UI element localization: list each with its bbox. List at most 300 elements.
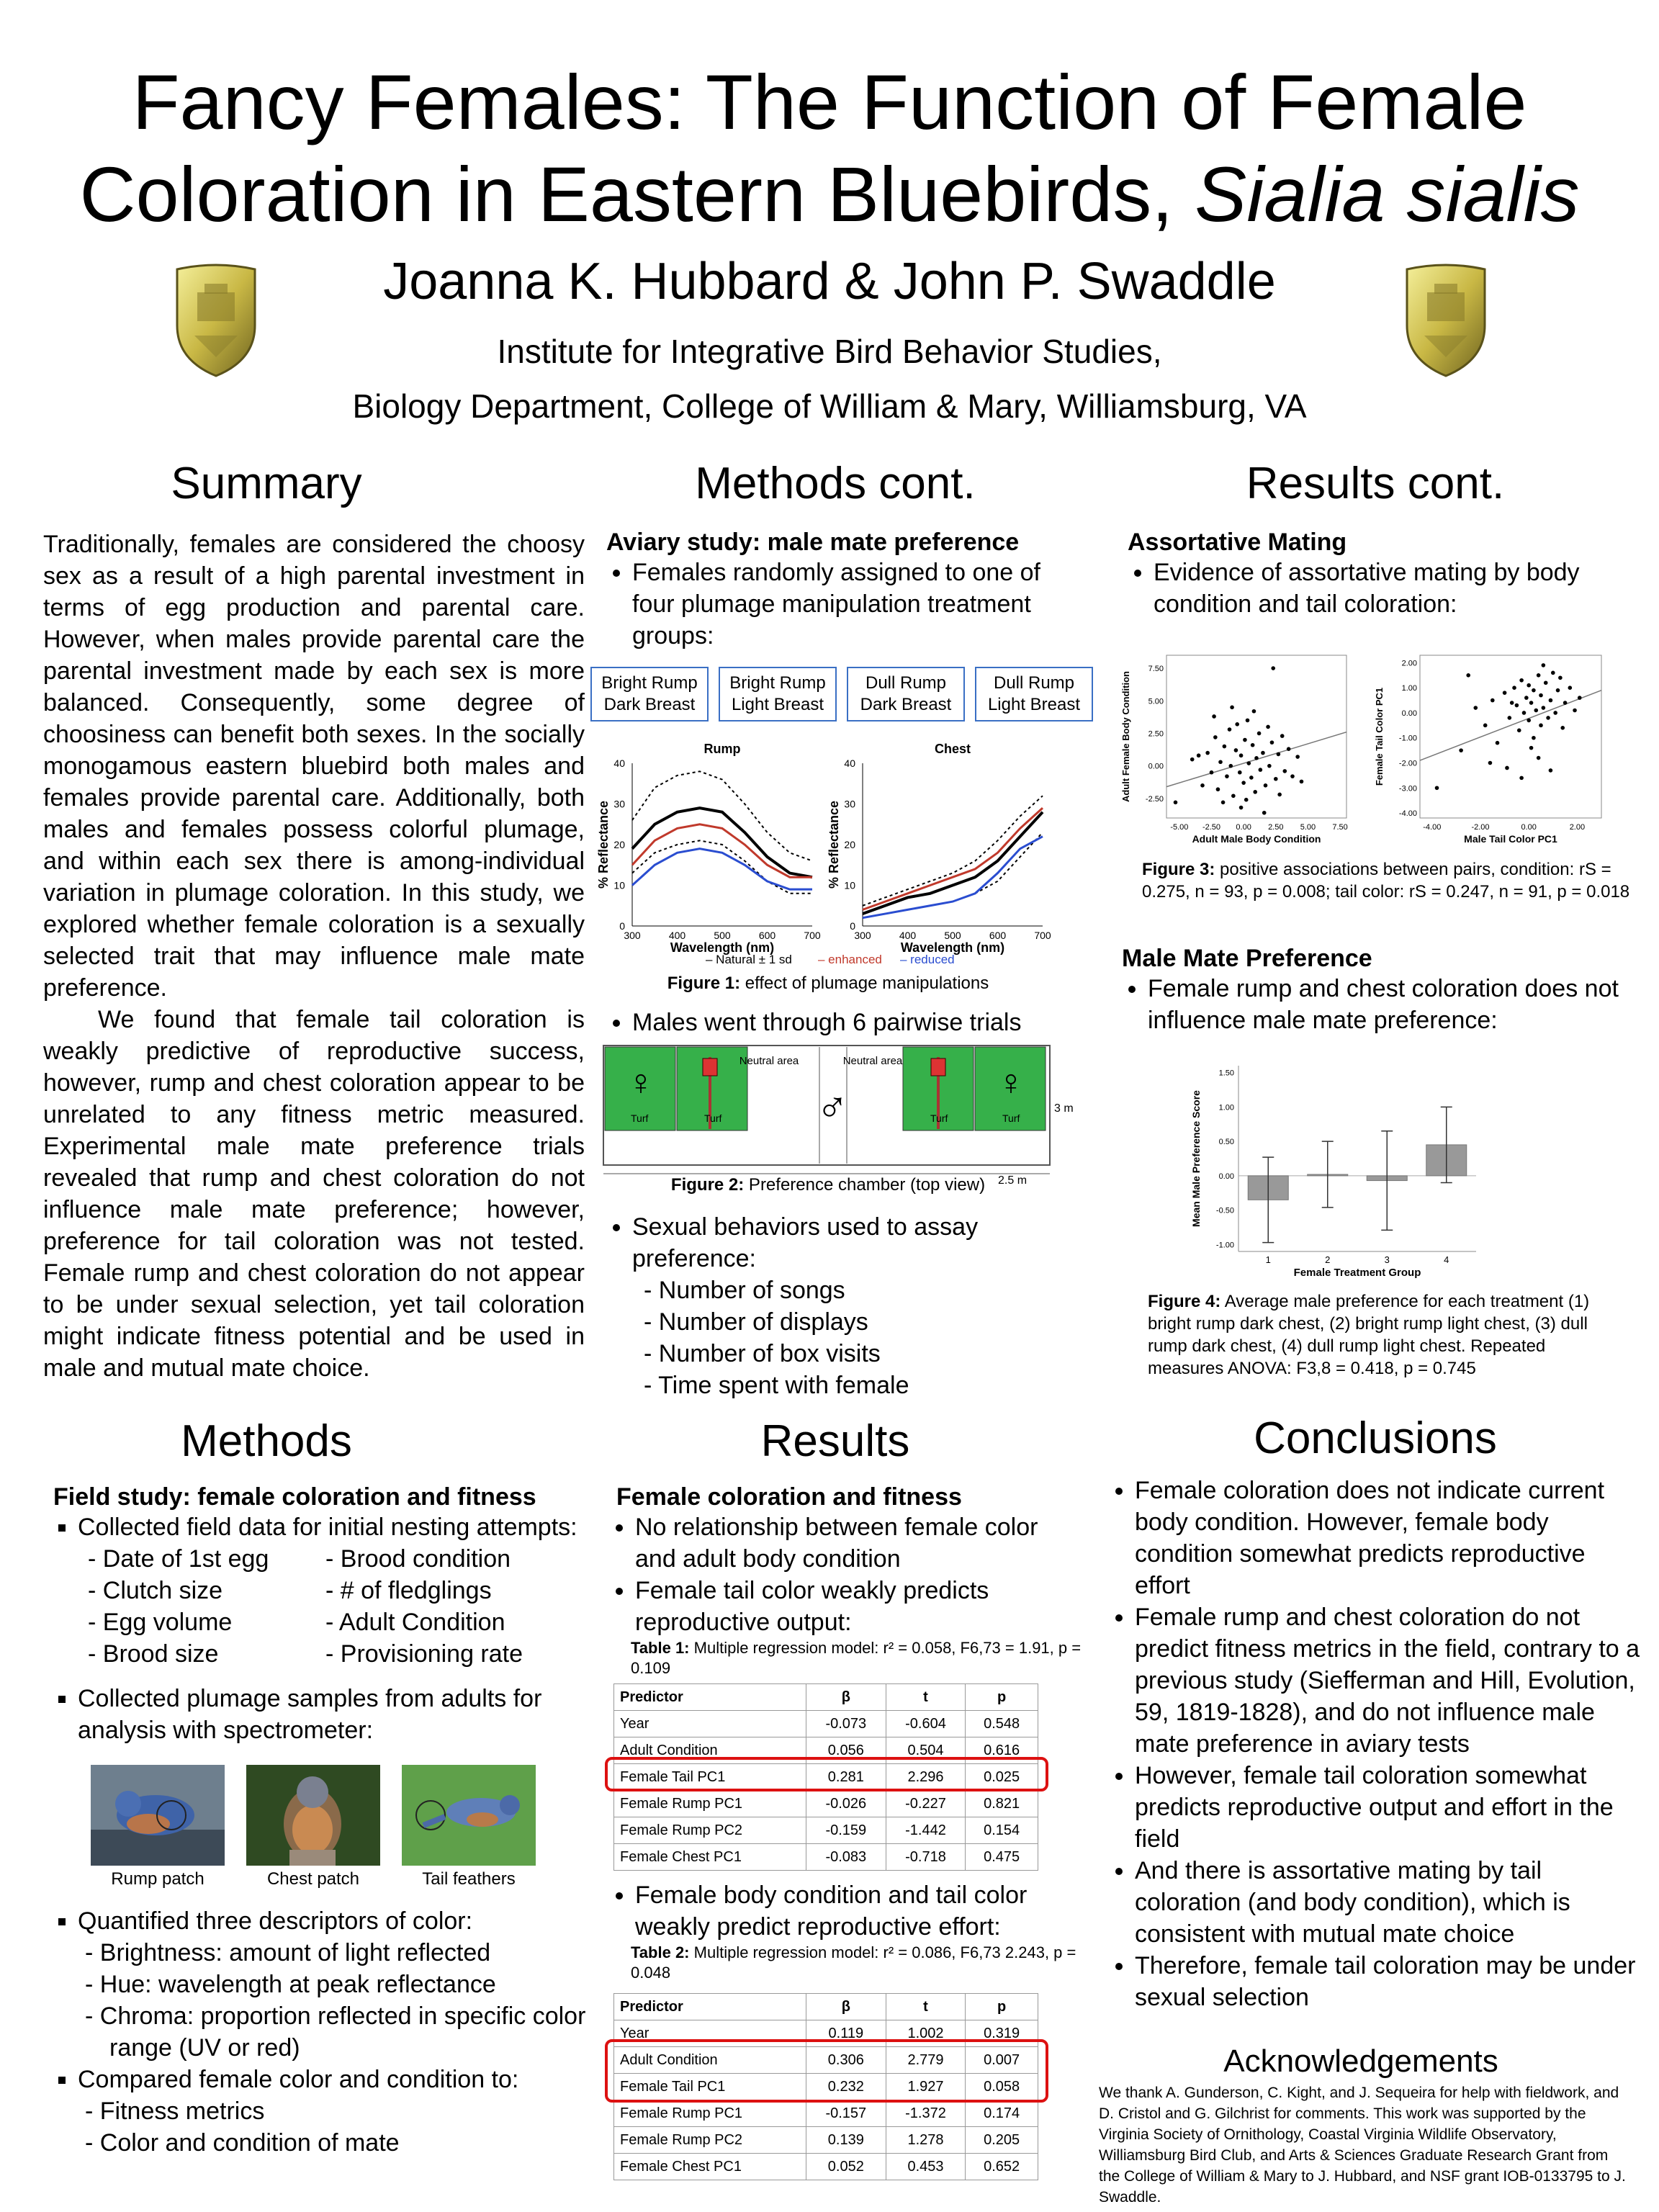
title-line-2: Coloration in Eastern Bluebirds, Sialia sialis <box>79 150 1580 238</box>
scatter-point <box>1295 755 1300 759</box>
figure-4-caption: Figure 4: Average male preference for each treatment (1) bright rump dark chest, (2) bright rump light chest, (3) dull rump dark chest, (4) dull rump light chest. Repeated measures ANOVA: F3,8 = 0.418, p = 0.745 <box>1148 1292 1590 1378</box>
scatter-point <box>1282 769 1287 773</box>
y-tick-label: 30 <box>844 798 855 810</box>
scatter-point <box>1553 711 1557 715</box>
institution-line-1: Institute for Integrative Bird Behavior Studies, <box>497 333 1162 370</box>
scatter-point <box>1466 673 1470 678</box>
scatter-point <box>1542 706 1546 710</box>
methods-bullet-compare: ▪ Compared female color and condition to: <box>78 2064 586 2095</box>
methods-cont-heading: Methods cont. <box>695 459 976 508</box>
scatter-point <box>1262 811 1267 815</box>
scatter-point <box>1539 693 1543 698</box>
scatter-point <box>1459 748 1463 752</box>
spectrum-line-enhanced <box>863 808 1043 909</box>
behavior-list <box>606 1274 1067 1401</box>
scatter-point <box>1267 764 1272 768</box>
assortative-subheading: Assortative Mating <box>1128 529 1347 556</box>
y-tick-label: 30 <box>613 798 625 810</box>
scatter-point <box>1270 740 1274 745</box>
conclusion-item: • Female rump and chest coloration do not predict fitness metrics in the field, contrary to a previous study (Siefferman and Hill, Evolution, 59, 1819-1828), and do not influence male mate preference in aviary tests <box>1135 1601 1646 1760</box>
poster-title <box>0 56 1659 240</box>
scatter-point <box>1510 701 1514 705</box>
y-tick-label: -2.50 <box>1145 794 1164 804</box>
scatter-point <box>1578 696 1582 700</box>
scatter-point <box>1517 729 1521 733</box>
list-item: - Egg volume <box>88 1609 233 1636</box>
x-tick-label: 2.00 <box>1569 823 1586 832</box>
y-tick-label: -2.00 <box>1398 759 1417 768</box>
photo-rump <box>91 1765 225 1889</box>
scatter-point <box>1529 701 1534 705</box>
value-cell: 0.306 <box>806 2047 886 2074</box>
x-tick-label: 600 <box>758 930 776 941</box>
scatter-point <box>1243 738 1247 742</box>
value-cell: -0.026 <box>806 1791 886 1817</box>
photo-label-tail: Tail feathers <box>422 1869 516 1889</box>
photo-chest <box>246 1765 380 1889</box>
institution-line-2: Biology Department, College of William & Mary, Williamsburg, VA <box>352 387 1307 425</box>
scatter-point <box>1257 732 1262 736</box>
value-cell: 0.616 <box>966 1737 1038 1764</box>
x-tick-label: 300 <box>624 930 641 941</box>
summary-paragraph-1: Traditionally, females are considered the choosy sex as a result of a high parental investment in terms of egg production and parental care. However, when males provide parental care the parental investment made by each sex is more balanced. Consequently, some degree of choosiness can benefit both sexes. In the socially monogamous eastern bluebird both males and females provide parental care. Additionally, both males and females possess colorful plumage, and within each sex there is among-individual variation in plumage coloration. In this study, we explored whether female coloration is a sexually selected trait that may influence male mate preference. <box>43 531 585 1002</box>
scatter-point <box>1264 783 1268 788</box>
x-axis-label: Wavelength (nm) <box>670 940 775 955</box>
col-header: β <box>806 1684 886 1711</box>
chamber-width-label: 2.5 m <box>998 1174 1028 1187</box>
x-tick-label: -2.50 <box>1202 823 1221 832</box>
x-tick-label: -5.00 <box>1170 823 1189 832</box>
list-item: - Provisioning rate <box>325 1640 523 1668</box>
scatter-point <box>1212 714 1216 719</box>
scatter-point <box>1519 678 1524 683</box>
scatter-point <box>1266 725 1270 729</box>
table-row <box>614 1817 1038 1844</box>
aviary-bullet-trials: • Males went through 6 pairwise trials <box>632 1007 1093 1038</box>
value-cell: 0.058 <box>966 2074 1038 2100</box>
scatter-point <box>1249 775 1254 780</box>
treatment-group-box: Dull Rump Light Breast <box>975 667 1093 721</box>
x-tick-label: 5.00 <box>1300 823 1316 832</box>
list-item: - Clutch size <box>88 1577 223 1604</box>
y-tick-label: 0 <box>619 920 625 932</box>
y-tick-label: -1.00 <box>1398 734 1417 743</box>
methods-heading: Methods <box>181 1416 352 1466</box>
value-cell: -1.442 <box>886 1817 966 1844</box>
scatter-point <box>1205 751 1210 755</box>
y-tick-label: -4.00 <box>1398 809 1417 819</box>
x-tick-label: 2 <box>1325 1254 1331 1265</box>
scatter-point <box>1254 756 1259 760</box>
spectrum-line-sd-bound <box>632 840 812 893</box>
list-item: - Number of songs <box>644 1277 845 1304</box>
scatter-point <box>1225 774 1229 778</box>
treatment-group-box: Dull Rump Dark Breast <box>847 667 965 721</box>
value-cell: 0.652 <box>966 2154 1038 2180</box>
scatter-point <box>1558 675 1563 680</box>
conclusion-item: • However, female tail coloration somewhat predicts reproductive output and effort in the field <box>1135 1760 1646 1855</box>
scatter-point <box>1221 801 1226 805</box>
male-preference-subheading: Male Mate Preference <box>1122 945 1372 972</box>
list-item: - Number of box visits <box>644 1340 881 1367</box>
compare-list <box>53 2095 586 2159</box>
scatter-point <box>1246 761 1251 765</box>
results-bullet-3: • Female body condition and tail color weakly predict reproductive effort: <box>635 1879 1084 1943</box>
value-cell: 2.296 <box>886 1764 966 1791</box>
figure-2-preference-chamber <box>602 1043 1077 1187</box>
scatter-point <box>1527 719 1531 723</box>
list-item: - Fitness metrics <box>85 2098 265 2125</box>
turf-label: Turf <box>704 1112 722 1124</box>
value-cell: 0.154 <box>966 1817 1038 1844</box>
results-heading: Results <box>760 1416 910 1466</box>
male-symbol: ♂ <box>816 1083 849 1131</box>
list-item: - Brood condition <box>325 1545 511 1573</box>
aviary-bullet-behaviors: • Sexual behaviors used to assay preference: <box>632 1211 1067 1274</box>
x-axis-label: Adult Male Body Condition <box>1192 833 1321 845</box>
spectrum-line-sd-bound <box>632 808 812 877</box>
x-axis-label: Male Tail Color PC1 <box>1464 833 1557 845</box>
x-axis-label: Wavelength (nm) <box>900 940 1005 955</box>
x-axis-label: Female Treatment Group <box>1293 1267 1421 1279</box>
scatter-point <box>1300 780 1304 784</box>
methods-subheading: Field study: female coloration and fitness <box>53 1483 536 1511</box>
scatter-point <box>1473 706 1478 710</box>
title-line-1: Fancy Females: The Function of Female <box>132 58 1527 145</box>
conclusions-heading: Conclusions <box>1254 1413 1497 1463</box>
scatter-point <box>1522 711 1527 715</box>
value-cell: 0.052 <box>806 2154 886 2180</box>
bluebird-tail-photo <box>402 1765 536 1866</box>
table-2-caption: Table 2: Multiple regression model: r² = 0.086, F6,73 2.243, p = 0.048 <box>631 1943 1076 1982</box>
table-row <box>614 2100 1038 2127</box>
value-cell: 1.278 <box>886 2127 966 2154</box>
list-item: - Color and condition of mate <box>85 2129 400 2157</box>
male-preference-section <box>1122 945 1626 1036</box>
predictor-cell: Adult Condition <box>614 2047 806 2074</box>
aviary-subheading: Aviary study: male mate preference <box>606 529 1020 556</box>
col-header: β <box>806 1994 886 2020</box>
spectrum-line-naturalsd <box>632 771 812 860</box>
x-tick-label: 600 <box>989 930 1007 941</box>
x-tick-label: 700 <box>804 930 821 941</box>
scatter-point <box>1534 709 1538 713</box>
scatter-point <box>1435 786 1439 790</box>
y-tick-label: -0.50 <box>1215 1206 1234 1215</box>
female-symbol-left: ♀ <box>627 1062 655 1102</box>
methods-bullet-plumage: ▪ Collected plumage samples from adults for analysis with spectrometer: <box>78 1683 586 1746</box>
scatter-point <box>1573 709 1577 713</box>
conclusion-item: • Female coloration does not indicate current body condition. However, female body condition somewhat predicts reproductive effort <box>1135 1475 1646 1601</box>
value-cell: 0.281 <box>806 1764 886 1791</box>
y-tick-label: 1.50 <box>1218 1069 1234 1078</box>
table-row <box>614 2127 1038 2154</box>
y-tick-label: 20 <box>844 839 855 850</box>
list-item: - # of fledglings <box>325 1577 492 1604</box>
methods-body <box>53 1483 586 2159</box>
x-tick-label: 4 <box>1444 1254 1449 1265</box>
scatter-point <box>1259 768 1263 772</box>
y-tick-label: 40 <box>613 757 625 769</box>
scatter-point <box>1210 770 1214 775</box>
y-tick-label: 0 <box>850 920 855 932</box>
value-cell: 1.927 <box>886 2074 966 2100</box>
value-cell: -1.372 <box>886 2100 966 2127</box>
table-1-highlight <box>605 1757 1048 1791</box>
table-row <box>614 2154 1038 2180</box>
scatter-point <box>1532 688 1536 693</box>
scatter-point <box>1508 716 1512 720</box>
list-item: - Brood size <box>88 1640 219 1668</box>
scatter-point <box>1527 683 1531 688</box>
scatter-point <box>1505 766 1509 770</box>
table-row <box>614 1844 1038 1871</box>
treatment-groups <box>590 667 1093 721</box>
y-tick-label: 10 <box>844 879 855 891</box>
scatter-point <box>1287 747 1291 751</box>
scatter-point <box>1551 671 1555 675</box>
results-body <box>616 1483 1084 1678</box>
list-item: - Number of displays <box>644 1308 868 1336</box>
scatter-point <box>1556 688 1560 693</box>
list-item: - Time spent with female <box>644 1372 909 1399</box>
scatter-point <box>1235 722 1239 727</box>
results-cont-heading: Results cont. <box>1246 459 1505 508</box>
predictor-cell: Female Tail PC1 <box>614 2074 806 2100</box>
y-tick-label: 0.50 <box>1218 1138 1234 1147</box>
scatter-point <box>1280 734 1285 738</box>
value-cell: 0.025 <box>966 1764 1038 1791</box>
list-item: - Chroma: proportion reflected in specific color range (UV or red) <box>85 2002 586 2062</box>
x-tick-label: 300 <box>854 930 871 941</box>
scatter-point <box>1277 793 1282 797</box>
scatter-point <box>1496 741 1500 745</box>
value-cell: 0.232 <box>806 2074 886 2100</box>
assortative-bullet: • Evidence of assortative mating by body condition and tail coloration: <box>1154 557 1624 620</box>
male-preference-bullet: • Female rump and chest coloration does not influence male mate preference: <box>1148 973 1626 1036</box>
legend-natural: – Natural ± 1 sd <box>706 953 792 966</box>
scatter-point <box>1563 701 1568 705</box>
treatment-group-box: Bright Rump Dark Breast <box>590 667 709 721</box>
photo-tail <box>402 1765 536 1889</box>
scatter-point <box>1174 801 1178 805</box>
field-data-list-right <box>325 1543 523 1670</box>
aviary-bullet-groups: • Females randomly assigned to one of four plumage manipulation treatment groups: <box>632 557 1067 652</box>
x-tick-label: 0.00 <box>1521 823 1537 832</box>
scatter-point <box>1246 719 1250 723</box>
chamber-height-label: 3 m <box>1054 1102 1074 1115</box>
neutral-area-label: Neutral area <box>842 1055 903 1067</box>
value-cell: -0.227 <box>886 1791 966 1817</box>
results-subheading: Female coloration and fitness <box>616 1483 962 1511</box>
x-tick-label: 500 <box>714 930 731 941</box>
x-tick-label: 1 <box>1265 1254 1271 1265</box>
scatter-point <box>1546 716 1550 720</box>
value-cell: 0.504 <box>886 1737 966 1764</box>
figure-1-reflectance-spectra <box>589 739 1064 969</box>
results-bullet-1: • No relationship between female color and adult body condition <box>635 1511 1084 1575</box>
scatter-point <box>1200 783 1205 788</box>
plot-frame <box>1166 655 1346 818</box>
value-cell: 0.205 <box>966 2127 1038 2154</box>
authors: Joanna K. Hubbard & John P. Swaddle <box>383 253 1276 310</box>
col-header: Predictor <box>614 1684 806 1711</box>
panel-title: Rump <box>703 742 741 756</box>
scatter-point <box>1549 698 1553 703</box>
table-1-caption: Table 1: Multiple regression model: r² = 0.058, F6,73 = 1.91, p = 0.109 <box>631 1639 1082 1677</box>
y-tick-label: 0.00 <box>1148 762 1164 771</box>
x-tick-label: 0.00 <box>1236 823 1251 832</box>
spectrum-line-naturalsd <box>863 796 1043 906</box>
scatter-point <box>1228 764 1233 768</box>
list-item: - Adult Condition <box>325 1609 505 1636</box>
table-row <box>614 1791 1038 1817</box>
scatter-point <box>1234 748 1238 752</box>
predictor-cell: Female Rump PC2 <box>614 1817 806 1844</box>
value-cell: 0.056 <box>806 1737 886 1764</box>
x-tick-label: 500 <box>944 930 961 941</box>
x-tick-label: 3 <box>1384 1254 1390 1265</box>
scatter-point <box>1544 680 1548 685</box>
value-cell: 0.119 <box>806 2020 886 2047</box>
figure-4-preference-bars <box>1188 1048 1505 1287</box>
results-bullet-2: • Female tail color weakly predicts reproductive output: <box>635 1575 1084 1638</box>
panel-title: Chest <box>934 742 971 756</box>
value-cell: 0.007 <box>966 2047 1038 2074</box>
y-tick-label: 2.00 <box>1401 659 1417 668</box>
value-cell: 0.548 <box>966 1711 1038 1737</box>
legend-enhanced: – enhanced <box>818 953 882 966</box>
scatter-point <box>1213 735 1218 739</box>
y-axis-label: Mean Male Preference Score <box>1190 1090 1202 1227</box>
predictor-cell: Female Rump PC1 <box>614 1791 806 1817</box>
x-tick-label: 400 <box>899 930 917 941</box>
value-cell: 0.821 <box>966 1791 1038 1817</box>
value-cell: -0.073 <box>806 1711 886 1737</box>
summary-text <box>43 529 585 1384</box>
x-tick-label: 700 <box>1034 930 1051 941</box>
scatter-point <box>1537 756 1541 760</box>
value-cell: -0.718 <box>886 1844 966 1871</box>
y-tick-label: 10 <box>613 879 625 891</box>
scatter-point <box>1230 706 1234 710</box>
y-tick-label: 1.00 <box>1218 1103 1234 1112</box>
methods-bullet-field-data: ▪ Collected field data for initial nesting attempts: <box>78 1511 586 1543</box>
scatter-point <box>1241 781 1246 785</box>
y-axis-label: % Reflectance <box>596 800 611 889</box>
predictor-cell: Female Rump PC2 <box>614 2127 806 2154</box>
scatter-point <box>1253 790 1257 794</box>
value-cell: 0.139 <box>806 2127 886 2154</box>
scatter-point <box>1197 753 1201 757</box>
value-cell: 0.453 <box>886 2154 966 2180</box>
scatter-point <box>1537 673 1541 678</box>
scatter-point <box>1218 760 1223 764</box>
turf-label: Turf <box>1002 1112 1020 1124</box>
photo-label-rump: Rump patch <box>111 1869 204 1889</box>
scatter-point <box>1491 698 1495 703</box>
value-cell: -0.604 <box>886 1711 966 1737</box>
methods-bullet-descriptors: ▪ Quantified three descriptors of color: <box>78 1905 586 1937</box>
behaviors-section <box>606 1211 1067 1401</box>
scatter-point <box>1251 743 1255 747</box>
value-cell: 0.319 <box>966 2020 1038 2047</box>
scatter-point <box>1519 776 1524 781</box>
scatter-point <box>1216 787 1220 791</box>
scatter-point <box>1568 685 1573 690</box>
value-cell: 0.475 <box>966 1844 1038 1871</box>
acknowledgements-heading: Acknowledgements <box>1223 2044 1498 2079</box>
acknowledgements-text: We thank A. Gunderson, C. Kight, and J. Sequeira for help with fieldwork, and D. Cristol and G. Gilchrist for comments. This work was supported by the Virginia Society of Ornithology, Coastal Virginia Wildlife Observatory, Williamsburg Bird Club, and Arts & Sciences Graduate Research Grant from the College of William & Mary to J. Hubbard, and NSF grant IOB-0133795 to J. Swaddle. <box>1099 2085 1626 2206</box>
x-tick-label: -2.00 <box>1471 823 1490 832</box>
treatment-group-box: Bright Rump Light Breast <box>719 667 837 721</box>
col-header: Predictor <box>614 1994 806 2020</box>
x-tick-label: 7.50 <box>1332 823 1348 832</box>
scatter-point <box>1290 774 1295 778</box>
y-axis-label: Adult Female Body Condition <box>1120 671 1131 802</box>
list-item: - Date of 1st egg <box>88 1545 269 1573</box>
turf-label: Turf <box>930 1112 948 1124</box>
y-tick-label: -3.00 <box>1398 784 1417 793</box>
scatter-point <box>1503 691 1507 695</box>
scatter-point <box>1244 798 1249 802</box>
scatter-point <box>1277 752 1281 757</box>
list-item: - Hue: wavelength at peak reflectance <box>85 1971 496 1998</box>
scatter-point <box>1512 685 1516 690</box>
female-symbol-right: ♀ <box>997 1062 1025 1102</box>
predictor-cell: Adult Condition <box>614 1737 806 1764</box>
legend-reduced: – reduced <box>900 953 955 966</box>
x-tick-label: 400 <box>668 930 686 941</box>
spectrum-line-sd-bound <box>863 812 1043 914</box>
trials-list <box>606 1007 1093 1038</box>
scatter-point <box>1529 746 1534 750</box>
scatter-point <box>1238 770 1242 775</box>
bluebird-chest-photo <box>246 1765 380 1866</box>
scatter-point <box>1539 724 1543 728</box>
scatter-point <box>1542 663 1546 667</box>
figure-2-caption: Figure 2: Preference chamber (top view) <box>670 1175 986 1195</box>
y-tick-label: 40 <box>844 757 855 769</box>
col-header: t <box>886 1994 966 2020</box>
value-cell: 0.174 <box>966 2100 1038 2127</box>
table-row <box>614 1711 1038 1737</box>
y-tick-label: 1.00 <box>1401 684 1417 693</box>
y-axis-label: Female Tail Color PC1 <box>1374 687 1385 786</box>
predictor-cell: Year <box>614 1711 806 1737</box>
figure-1-caption: Figure 1: effect of plumage manipulations <box>667 974 989 993</box>
scatter-point <box>1228 727 1232 732</box>
figure-3-assortative-scatter <box>1115 645 1622 861</box>
assortative-section <box>1128 529 1624 620</box>
scatter-point <box>1515 703 1519 708</box>
scatter-point <box>1532 736 1536 740</box>
col-header: p <box>966 1684 1038 1711</box>
results-body-2 <box>616 1879 1084 1983</box>
value-cell: -0.083 <box>806 1844 886 1871</box>
col-header: t <box>886 1684 966 1711</box>
x-tick-label: -4.00 <box>1423 823 1442 832</box>
y-tick-label: 20 <box>613 839 625 850</box>
photo-label-chest: Chest patch <box>266 1869 360 1889</box>
scatter-point <box>1524 696 1529 700</box>
y-tick-label: 5.00 <box>1148 697 1164 706</box>
plumage-photos <box>91 1765 586 1889</box>
scatter-point <box>1271 666 1275 670</box>
scatter-point <box>1239 753 1244 757</box>
bluebird-rump-photo <box>91 1765 225 1866</box>
table-2-highlight <box>605 2039 1048 2103</box>
